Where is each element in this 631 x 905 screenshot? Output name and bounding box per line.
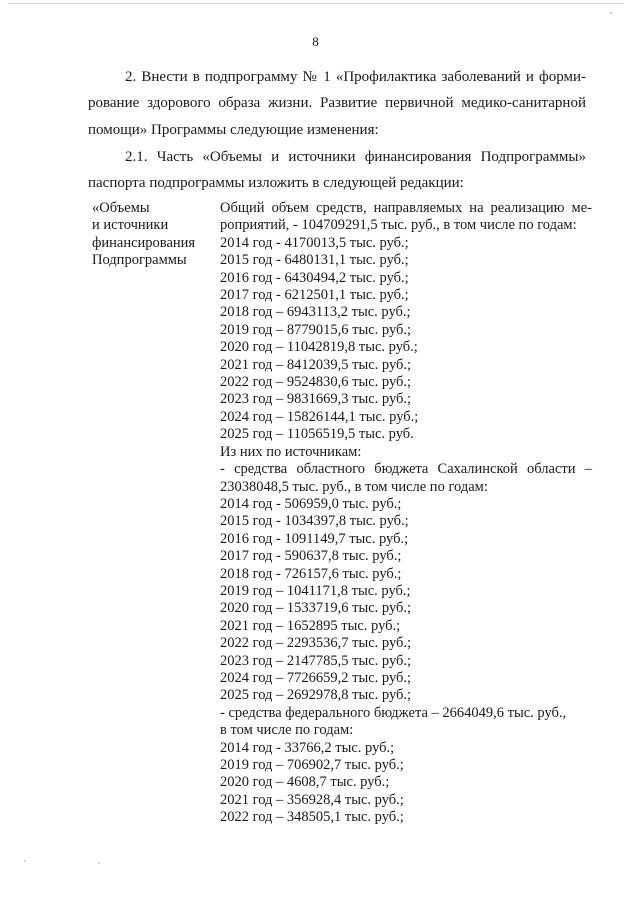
funding-line: 2024 год – 15826144,1 тыс. руб.; <box>220 408 419 425</box>
paragraph-line: помощи» Программы следующие изменения: <box>88 121 379 138</box>
label-line: «Объемы <box>92 200 150 216</box>
funding-line: 2023 год – 2147785,5 тыс. руб.; <box>220 652 412 669</box>
funding-line: 2017 год - 590637,8 тыс. руб.; <box>220 548 402 565</box>
funding-line: 2018 год - 726157,6 тыс. руб.; <box>220 565 402 582</box>
label-line: Подпрограммы <box>92 252 187 269</box>
paragraph-line: паспорта подпрограммы изложить в следующей редакции: <box>88 175 464 192</box>
label-line: и источники <box>92 217 169 234</box>
funding-line: 2023 год – 9831669,3 тыс. руб.; <box>220 391 412 408</box>
funding-line: 2021 год – 356928,4 тыс. руб.; <box>220 791 404 808</box>
paragraph-line: 2. Внести в подпрограмму № 1 «Профилактика заболеваний и форми- <box>125 69 586 85</box>
scan-speck <box>24 860 26 862</box>
funding-line: 2022 год – 9524830,6 тыс. руб.; <box>220 374 412 391</box>
funding-line: - средства федерального бюджета – 2664049,6 тыс. руб., <box>220 704 567 721</box>
funding-label <box>92 200 212 270</box>
paragraph-amendment-subprogram <box>88 64 586 143</box>
funding-line: 2019 год – 706902,7 тыс. руб.; <box>220 757 404 773</box>
paragraph-line: 2.1. Часть «Объемы и источники финансирования Подпрограммы» <box>125 149 586 165</box>
funding-line: в том числе по годам: <box>220 722 354 739</box>
funding-details <box>220 200 592 827</box>
label-line: финансирования <box>92 234 196 251</box>
funding-line: 2024 год – 7726659,2 тыс. руб.; <box>220 669 412 686</box>
funding-line: 2014 год - 4170013,5 тыс. руб.; <box>220 234 409 251</box>
paragraph-line: рование здорового образа жизни. Развитие первичной медико-санитарной <box>88 95 586 112</box>
funding-line: 2022 год – 2293536,7 тыс. руб.; <box>220 635 412 652</box>
funding-line: 2022 год – 348505,1 тыс. руб.; <box>220 809 404 826</box>
paragraph-section-replacement <box>88 144 586 197</box>
funding-line: роприятий, - 104709291,5 тыс. руб., в том числе по годам: <box>220 217 577 234</box>
funding-line: 2021 год – 8412039,5 тыс. руб.; <box>220 356 412 373</box>
scan-speck <box>610 12 612 14</box>
funding-line: Из них по источникам: <box>220 443 362 460</box>
funding-line: 2019 год – 8779015,6 тыс. руб.; <box>220 321 412 338</box>
funding-line: - средства областного бюджета Сахалинской области – <box>220 461 592 478</box>
funding-line: 2014 год - 506959,0 тыс. руб.; <box>220 495 402 512</box>
funding-line: 2015 год - 1034397,8 тыс. руб.; <box>220 513 409 530</box>
funding-line: Общий объем средств, направляемых на реализацию ме- <box>220 200 592 216</box>
funding-line: 2017 год - 6212501,1 тыс. руб.; <box>220 287 409 304</box>
funding-line: 2020 год – 1533719,6 тыс. руб.; <box>220 600 412 617</box>
funding-line: 2018 год – 6943113,2 тыс. руб.; <box>220 304 411 321</box>
funding-line: 2016 год - 6430494,2 тыс. руб.; <box>220 269 409 286</box>
page-number: 8 <box>312 34 319 49</box>
funding-line: 2025 год – 2692978,8 тыс. руб.; <box>220 687 412 704</box>
funding-line: 2014 год - 33766,2 тыс. руб.; <box>220 739 395 756</box>
funding-line: 2019 год – 1041171,8 тыс. руб.; <box>220 582 411 599</box>
funding-line: 2021 год – 1652895 тыс. руб.; <box>220 617 401 634</box>
scan-edge-line <box>8 3 624 4</box>
funding-line: 2020 год – 11042819,8 тыс. руб.; <box>220 339 418 356</box>
scan-speck <box>98 862 100 864</box>
funding-line: 2015 год - 6480131,1 тыс. руб.; <box>220 252 409 269</box>
funding-line: 23038048,5 тыс. руб., в том числе по годам: <box>220 478 488 495</box>
funding-line: 2020 год – 4608,7 тыс. руб.; <box>220 774 390 791</box>
funding-line: 2016 год - 1091149,7 тыс. руб.; <box>220 530 409 547</box>
funding-line: 2025 год – 11056519,5 тыс. руб. <box>220 426 414 443</box>
